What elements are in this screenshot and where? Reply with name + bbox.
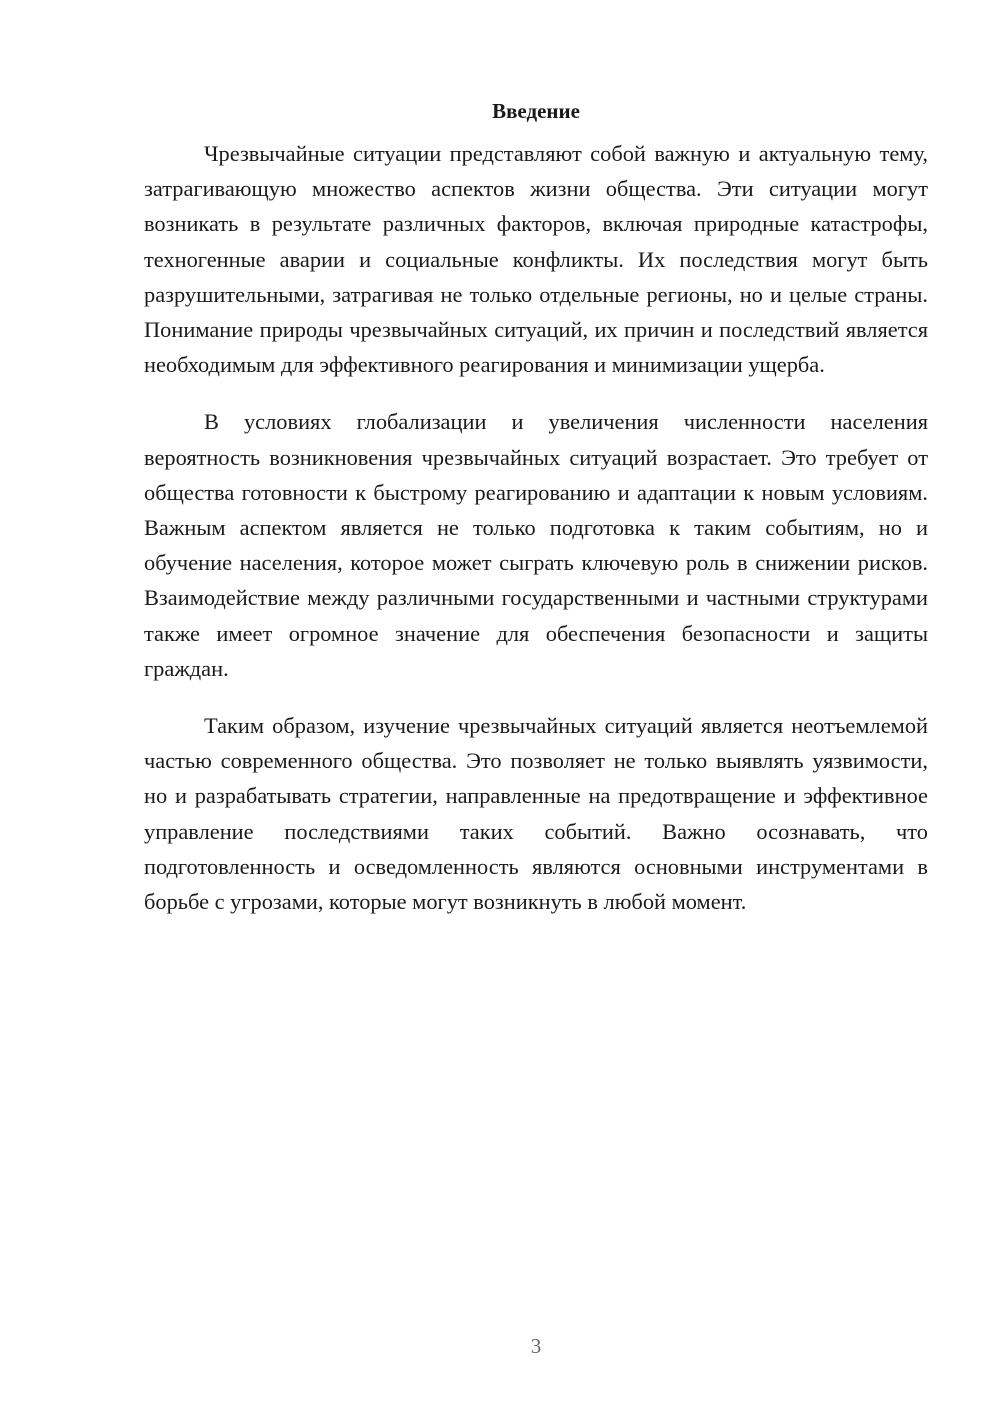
section-heading: Введение xyxy=(492,99,580,123)
paragraph-1: Чрезвычайные ситуации представляют собой важную и актуальную тему, затрагивающую множество аспектов жизни общества. Эти ситуации могут возникать в результате различных факторов, включая природные катастрофы, техногенные аварии и социальные конфликты. Их последствия могут быть разрушительными, затрагивая не только отдельные регионы, но и целые страны. Понимание природы чрезвычайных ситуаций, их причин и последствий является необходимым для эффективного реагирования и минимизации ущерба. xyxy=(144,141,928,378)
paragraph-3: Таким образом, изучение чрезвычайных ситуаций является неотъемлемой частью современного общества. Это позволяет не только выявлять уязвимости, но и разрабатывать стратегии, направленные на предотвращение и эффективное управление последствиями таких событий. Важно осознавать, что подготовленность и осведомленность являются основными инструментами в борьбе с угрозами, которые могут возникнуть в любой момент. xyxy=(144,713,928,915)
page-number: 3 xyxy=(530,1334,542,1358)
paragraph-2: В условиях глобализации и увеличения численности населения вероятность возникновения чрезвычайных ситуаций возрастает. Это требует от общества готовности к быстрому реагированию и адаптации к новым условиям. Важным аспектом является не только подготовка к таким событиям, но и обучение населения, которое может сыграть ключевую роль в снижении рисков. Взаимодействие между различными государственными и частными структурами также имеет огромное значение для обеспечения безопасности и защиты граждан. xyxy=(144,409,928,681)
page-content xyxy=(144,96,928,941)
